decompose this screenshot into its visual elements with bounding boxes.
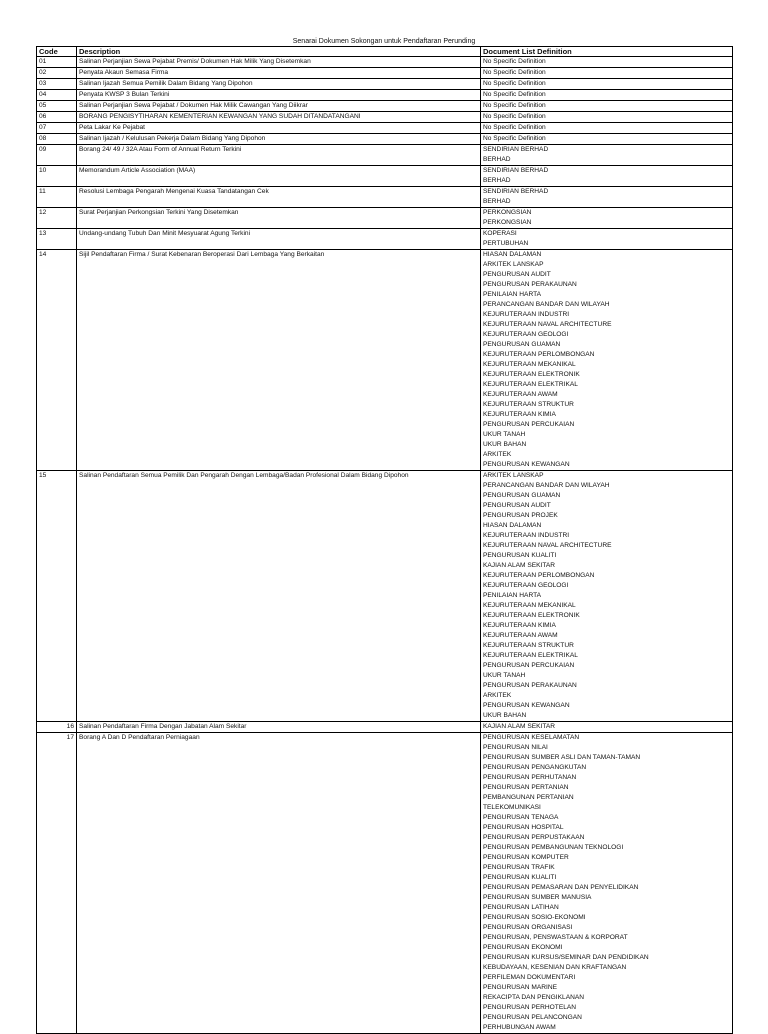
definition-item: PENGURUSAN AUDIT (483, 502, 551, 509)
definition-item: PENGURUSAN KUALITI (483, 874, 557, 881)
table-row (37, 145, 733, 166)
row-definitions (481, 79, 733, 90)
row-code: 14 (37, 250, 77, 471)
row-definitions (481, 57, 733, 68)
definition-item: PENGURUSAN TENAGA (483, 814, 559, 821)
definition-item: PENGURUSAN SUMBER MANUSIA (483, 894, 592, 901)
definition-item: HIASAN DALAMAN (483, 522, 542, 529)
definition-item: PENGURUSAN KEWANGAN (483, 702, 570, 709)
definition-item: HIASAN DALAMAN (483, 251, 542, 258)
definition-item: PENGURUSAN PERCUKAIAN (483, 662, 575, 669)
definition-item: PENGURUSAN SUMBER ASLI DAN TAMAN-TAMAN (483, 754, 641, 761)
table-row (37, 57, 733, 68)
table-row (37, 250, 733, 471)
row-code: 08 (37, 134, 77, 145)
definition-item: KEJURUTERAAN PERLOMBONGAN (483, 572, 595, 579)
table-row (37, 134, 733, 145)
row-definitions (481, 68, 733, 79)
definition-item: ARKITEK LANSKAP (483, 472, 544, 479)
row-definitions (481, 90, 733, 101)
column-header-code: Code (37, 47, 77, 57)
row-definitions (481, 187, 733, 208)
row-code: 06 (37, 112, 77, 123)
definition-item: PENILAIAN HARTA (483, 592, 542, 599)
row-description: Peta Lakar Ke Pejabat (77, 123, 481, 134)
row-definitions (481, 208, 733, 229)
definition-item: TELEKOMUNIKASI (483, 804, 541, 811)
row-code: 15 (37, 471, 77, 722)
definition-item: No Specific Definition (483, 69, 546, 76)
definition-item: PENGURUSAN PENGANGKUTAN (483, 764, 587, 771)
row-definitions (481, 733, 733, 1034)
row-definitions (481, 112, 733, 123)
definition-item: PERANCANGAN BANDAR DAN WILAYAH (483, 482, 610, 489)
definition-item: KEJURUTERAAN ELEKTRONIK (483, 612, 580, 619)
row-description: Borang A Dan D Pendaftaran Perniagaan (77, 733, 481, 1034)
definition-item: PERHUBUNGAN AWAM (483, 1024, 556, 1031)
row-code: 05 (37, 101, 77, 112)
row-definitions (481, 134, 733, 145)
definition-item: KEJURUTERAAN AWAM (483, 391, 558, 398)
definition-item: PENGURUSAN NILAI (483, 744, 548, 751)
row-definitions (481, 166, 733, 187)
definition-item: KEBUDAYAAN, KESENIAN DAN KRAFTANGAN (483, 964, 627, 971)
row-code: 07 (37, 123, 77, 134)
row-description: Undang-undang Tubuh Dan Minit Mesyuarat Agung Terkini (77, 229, 481, 250)
table-body (37, 57, 733, 1034)
definition-item: PENGURUSAN, PENSWASTAAN & KORPORAT (483, 934, 628, 941)
row-description: Resolusi Lembaga Pengarah Mengenai Kuasa Tandatangan Cek (77, 187, 481, 208)
row-description: Sijil Pendaftaran Firma / Surat Kebenaran Beroperasi Dari Lembaga Yang Berkaitan (77, 250, 481, 471)
row-description: Salinan Perjanjian Sewa Pejabat Premis/ Dokumen Hak Milik Yang Disetemkan (77, 57, 481, 68)
definition-item: PENGURUSAN KEWANGAN (483, 461, 570, 468)
definition-item: KAJIAN ALAM SEKITAR (483, 723, 556, 730)
definition-item: PENGURUSAN PERHUTANAN (483, 774, 577, 781)
definition-item: ARKITEK (483, 692, 512, 699)
definition-item: UKUR BAHAN (483, 712, 527, 719)
definition-item: KEJURUTERAAN MEKANIKAL (483, 361, 576, 368)
row-code: 01 (37, 57, 77, 68)
definition-item: PENGURUSAN AUDIT (483, 271, 551, 278)
definition-item: SENDIRIAN BERHAD (483, 146, 549, 153)
row-description: Surat Perjanjian Perkongsian Terkini Yang Disetemkan (77, 208, 481, 229)
definition-item: PENGURUSAN PELANCONGAN (483, 1014, 582, 1021)
definition-item: PENGURUSAN KOMPUTER (483, 854, 569, 861)
definition-item: PENGURUSAN LATIHAN (483, 904, 559, 911)
row-code: 16 (37, 722, 77, 733)
row-code: 11 (37, 187, 77, 208)
definition-item: KEJURUTERAAN KIMIA (483, 622, 556, 629)
definition-item: KEJURUTERAAN NAVAL ARCHITECTURE (483, 542, 612, 549)
definition-item: PERFILEMAN DOKUMENTARI (483, 974, 576, 981)
row-definitions (481, 722, 733, 733)
definition-item: PENGURUSAN PERTANIAN (483, 784, 569, 791)
definition-item: KEJURUTERAAN PERLOMBONGAN (483, 351, 595, 358)
row-code: 09 (37, 145, 77, 166)
definition-item: KEJURUTERAAN STRUKTUR (483, 642, 574, 649)
table-row (37, 101, 733, 112)
row-description: Salinan Pendaftaran Firma Dengan Jabatan Alam Sekitar (77, 722, 481, 733)
row-description: Salinan Ijazah / Kelulusan Pekerja Dalam Bidang Yang Dipohon (77, 134, 481, 145)
definition-item: No Specific Definition (483, 113, 546, 120)
definition-item: PENGURUSAN PERAKAUNAN (483, 281, 577, 288)
definition-item: PEMBANGUNAN PERTANIAN (483, 794, 574, 801)
row-code: 10 (37, 166, 77, 187)
row-code: 12 (37, 208, 77, 229)
definition-item: PENGURUSAN PERAKAUNAN (483, 682, 577, 689)
definition-item: KOPERASI (483, 230, 517, 237)
table-row (37, 471, 733, 722)
row-description: Memorandum Article Association (MAA) (77, 166, 481, 187)
definition-item: KEJURUTERAAN KIMIA (483, 411, 556, 418)
table-row (37, 208, 733, 229)
definition-item: KEJURUTERAAN GEOLOGI (483, 331, 569, 338)
definition-item: PERKONGSIAN (483, 209, 532, 216)
row-description: Salinan Perjanjian Sewa Pejabat / Dokumen Hak Milik Cawangan Yang Diikrar (77, 101, 481, 112)
column-header-description: Description (77, 47, 481, 57)
table-row (37, 68, 733, 79)
table-header-row (37, 47, 733, 57)
definition-item: PENGURUSAN ORGANISASI (483, 924, 573, 931)
row-description: Salinan Ijazah Semua Pemilik Dalam Bidang Yang Dipohon (77, 79, 481, 90)
definition-item: PENGURUSAN PERPUSTAKAAN (483, 834, 585, 841)
definition-item: PENGURUSAN GUAMAN (483, 341, 561, 348)
definition-item: PENGURUSAN KURSUS/SEMINAR DAN PENDIDIKAN (483, 954, 649, 961)
row-code: 17 (37, 733, 77, 1034)
row-code: 02 (37, 68, 77, 79)
definition-item: KEJURUTERAAN AWAM (483, 632, 558, 639)
definition-item: SENDIRIAN BERHAD (483, 188, 549, 195)
definition-item: KEJURUTERAAN MEKANIKAL (483, 602, 576, 609)
definition-item: PENGURUSAN PROJEK (483, 512, 558, 519)
definition-item: BERHAD (483, 156, 511, 163)
definition-item: BERHAD (483, 198, 511, 205)
definition-item: KEJURUTERAAN INDUSTRI (483, 311, 570, 318)
definition-item: PERANCANGAN BANDAR DAN WILAYAH (483, 301, 610, 308)
row-description: Penyata Akaun Semasa Firma (77, 68, 481, 79)
definition-item: KEJURUTERAAN INDUSTRI (483, 532, 570, 539)
definition-item: No Specific Definition (483, 91, 546, 98)
definition-item: PENGURUSAN HOSPITAL (483, 824, 564, 831)
definition-item: REKACIPTA DAN PENGIKLANAN (483, 994, 585, 1001)
row-code: 04 (37, 90, 77, 101)
definition-item: PENGURUSAN EKONOMI (483, 944, 563, 951)
definition-item: PENGURUSAN GUAMAN (483, 492, 561, 499)
document-title: Senarai Dokumen Sokongan untuk Pendaftaran Perunding (292, 38, 476, 45)
table-row (37, 166, 733, 187)
definition-item: No Specific Definition (483, 124, 546, 131)
row-description: Salinan Pendaftaran Semua Pemilik Dan Pengarah Dengan Lembaga/Badan Profesional Dalam Bidang Dipohon (77, 471, 481, 722)
definition-item: KEJURUTERAAN ELEKTRIKAL (483, 381, 578, 388)
row-definitions (481, 471, 733, 722)
definition-item: UKUR TANAH (483, 672, 526, 679)
definition-item: PENGURUSAN KESELAMATAN (483, 734, 580, 741)
definition-item: No Specific Definition (483, 135, 546, 142)
table-row (37, 187, 733, 208)
row-code: 03 (37, 79, 77, 90)
definition-item: BERHAD (483, 177, 511, 184)
table-row (37, 722, 733, 733)
definition-item: KEJURUTERAAN ELEKTRIKAL (483, 652, 578, 659)
row-definitions (481, 123, 733, 134)
definition-item: ARKITEK LANSKAP (483, 261, 544, 268)
column-header-definition: Document List Definition (481, 47, 733, 57)
definition-item: PENGURUSAN PEMASARAN DAN PENYELIDIKAN (483, 884, 639, 891)
definition-item: No Specific Definition (483, 80, 546, 87)
table-row (37, 229, 733, 250)
definition-item: PERKONGSIAN (483, 219, 532, 226)
supporting-documents-table (36, 46, 733, 1034)
table-row (37, 123, 733, 134)
row-definitions (481, 250, 733, 471)
row-definitions (481, 145, 733, 166)
definition-item: PENGURUSAN TRAFIK (483, 864, 555, 871)
definition-item: KEJURUTERAAN GEOLOGI (483, 582, 569, 589)
row-definitions (481, 101, 733, 112)
table-row (37, 733, 733, 1034)
row-description: BORANG PENGISYTIHARAN KEMENTERIAN KEWANGAN YANG SUDAH DITANDATANGANI (77, 112, 481, 123)
definition-item: SENDIRIAN BERHAD (483, 167, 549, 174)
definition-item: PENILAIAN HARTA (483, 291, 542, 298)
definition-item: PENGURUSAN KUALITI (483, 552, 557, 559)
definition-item: PENGURUSAN PERHOTELAN (483, 1004, 577, 1011)
definition-item: KEJURUTERAAN NAVAL ARCHITECTURE (483, 321, 612, 328)
definition-item: KEJURUTERAAN STRUKTUR (483, 401, 574, 408)
row-description: Penyata KWSP 3 Bulan Terkini (77, 90, 481, 101)
definition-item: KEJURUTERAAN ELEKTRONIK (483, 371, 580, 378)
table-row (37, 90, 733, 101)
definition-item: ARKITEK (483, 451, 512, 458)
definition-item: No Specific Definition (483, 58, 546, 65)
definition-item: PENGURUSAN MARINE (483, 984, 558, 991)
definition-item: PENGURUSAN SOSIO-EKONOMI (483, 914, 586, 921)
table-row (37, 79, 733, 90)
definition-item: UKUR BAHAN (483, 441, 527, 448)
definition-item: UKUR TANAH (483, 431, 526, 438)
definition-item: KAJIAN ALAM SEKITAR (483, 562, 556, 569)
definition-item: PENGURUSAN PEMBANGUNAN TEKNOLOGI (483, 844, 624, 851)
definition-item: No Specific Definition (483, 102, 546, 109)
table-row (37, 112, 733, 123)
row-description: Borang 24/ 49 / 32A Atau Form of Annual Return Terkini (77, 145, 481, 166)
definition-item: PERTUBUHAN (483, 240, 529, 247)
definition-item: PENGURUSAN PERCUKAIAN (483, 421, 575, 428)
row-code: 13 (37, 229, 77, 250)
row-definitions (481, 229, 733, 250)
